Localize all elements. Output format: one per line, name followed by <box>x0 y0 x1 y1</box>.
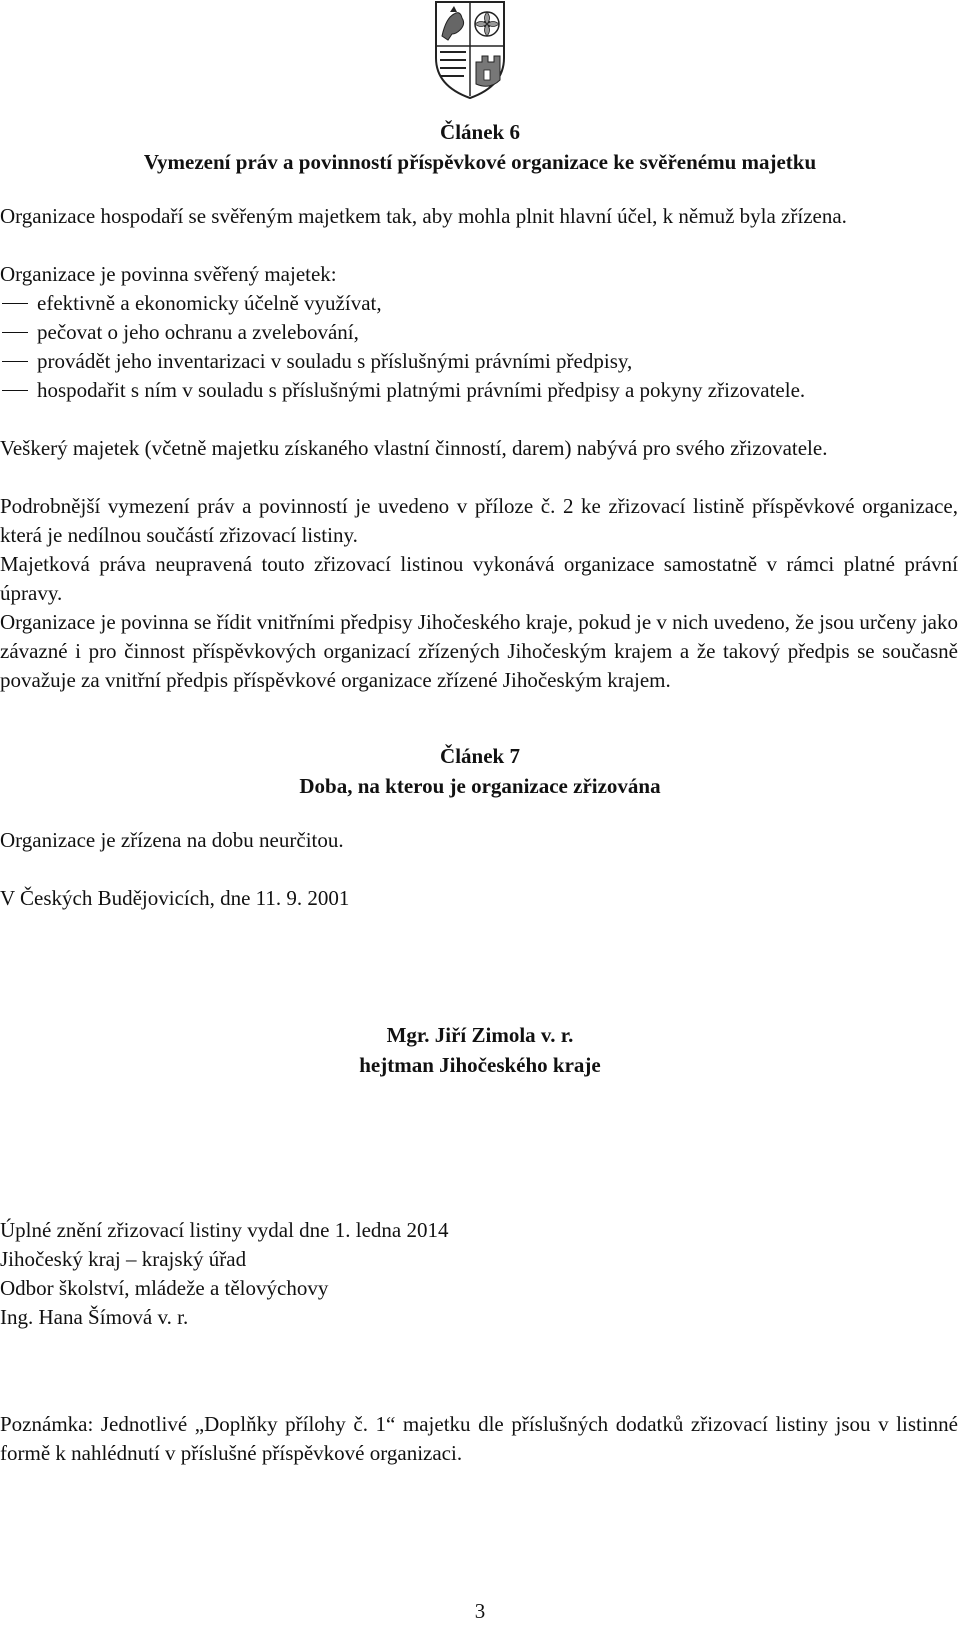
duty-item <box>0 318 958 347</box>
duty-item-text: efektivně a ekonomicky účelně využívat, <box>37 291 382 315</box>
signatory-name: Mgr. Jiří Zimola v. r. <box>386 1023 574 1047</box>
article-7-title: Doba, na kterou je organizace zřizována <box>299 774 661 798</box>
property-paragraph: Veškerý majetek (včetně majetku získaného vlastní činností, darem) nabývá pro svého zřizovatele. <box>0 436 828 460</box>
page-number: 3 <box>474 1599 486 1623</box>
article-7-number: Článek 7 <box>440 744 520 768</box>
duty-item <box>0 376 958 405</box>
duty-lead: Organizace je povinna svěřený majetek: <box>0 262 337 286</box>
issued-line: Úplné znění zřizovací listiny vydal dne 1. ledna 2014 <box>0 1218 449 1242</box>
issued-line: Odbor školství, mládeže a tělovýchovy <box>0 1276 329 1300</box>
article-6-title: Vymezení práv a povinností příspěvkové organizace ke svěřenému majetku <box>143 150 817 174</box>
issued-line: Ing. Hana Šímová v. r. <box>0 1305 189 1329</box>
duty-item <box>0 347 958 376</box>
detail-paragraph: Podrobnější vymezení práv a povinností je uvedeno v příloze č. 2 ke zřizovací listině příspěvkové organizace, která je nedílnou součástí zřizovací listiny. <box>0 494 958 547</box>
place-date: V Českých Budějovicích, dne 11. 9. 2001 <box>0 886 350 910</box>
signatory-role: hejtman Jihočeského kraje <box>359 1053 601 1077</box>
intro-paragraph: Organizace hospodaří se svěřeným majetkem tak, aby mohla plnit hlavní účel, k němuž byla zřízena. <box>0 204 847 228</box>
duty-item <box>0 289 958 318</box>
rules-paragraph: Organizace je povinna se řídit vnitřními předpisy Jihočeského kraje, pokud je v nich uvedeno, že jsou určeny jako závazné i pro činnost příspěvkových organizací zřízených Jihočeským krajem a že takový předpis se současně považuje za vnitřní předpis příspěvkové organizace zřízené Jihočeským krajem. <box>0 610 958 692</box>
duty-item-text: provádět jeho inventarizaci v souladu s příslušnými právními předpisy, <box>37 349 633 373</box>
coat-of-arms-icon <box>430 0 510 100</box>
duration-text: Organizace je zřízena na dobu neurčitou. <box>0 828 344 852</box>
note-paragraph: Poznámka: Jednotlivé „Doplňky přílohy č. 1“ majetku dle příslušných dodatků zřizovací listiny jsou v listinné formě k nahlédnutí v příslušné příspěvkové organizaci. <box>0 1412 958 1465</box>
rights-paragraph: Majetková práva neupravená touto zřizovací listinou vykonává organizace samostatně v rámci platné právní úpravy. <box>0 552 958 605</box>
issued-line: Jihočeský kraj – krajský úřad <box>0 1247 247 1271</box>
article-6-number: Článek 6 <box>440 120 520 144</box>
duty-item-text: pečovat o jeho ochranu a zvelebování, <box>37 320 359 344</box>
duty-item-text: hospodařit s ním v souladu s příslušnými platnými právními předpisy a pokyny zřizovatele. <box>37 378 806 402</box>
